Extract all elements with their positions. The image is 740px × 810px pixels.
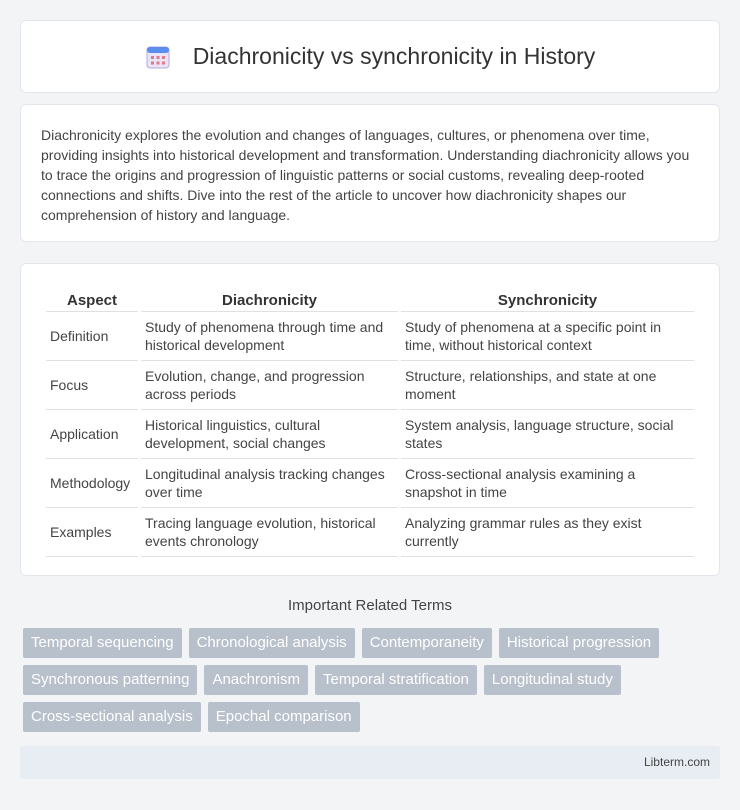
table-header-row <box>46 284 694 312</box>
table-cell: Focus <box>46 361 138 410</box>
footer <box>20 746 720 779</box>
footer-site-link[interactable]: Libterm.com <box>643 755 710 769</box>
table-cell: Historical linguistics, cultural development, social changes <box>141 410 398 459</box>
table-cell: Application <box>46 410 138 459</box>
comparison-table-card <box>20 263 720 576</box>
table-cell: Evolution, change, and progression across periods <box>141 361 398 410</box>
table-row <box>46 508 694 557</box>
table-row <box>46 361 694 410</box>
header-card <box>20 20 720 93</box>
table-cell: Analyzing grammar rules as they exist currently <box>401 508 694 557</box>
related-term-tag[interactable]: Temporal stratification <box>315 665 477 695</box>
related-term-tag[interactable]: Chronological analysis <box>189 628 355 658</box>
table-cell: Longitudinal analysis tracking changes over time <box>141 459 398 508</box>
table-cell: Cross-sectional analysis examining a snapshot in time <box>401 459 694 508</box>
comparison-table <box>43 284 697 557</box>
table-cell: Definition <box>46 312 138 361</box>
table-row <box>46 312 694 361</box>
related-term-tag[interactable]: Anachronism <box>204 665 308 695</box>
column-header: Aspect <box>46 284 138 312</box>
related-terms-title: Important Related Terms <box>288 597 452 614</box>
table-cell: Examples <box>46 508 138 557</box>
table-cell: Methodology <box>46 459 138 508</box>
table-cell: Study of phenomena at a specific point in time, without historical context <box>401 312 694 361</box>
table-cell: System analysis, language structure, social states <box>401 410 694 459</box>
column-header: Diachronicity <box>141 284 398 312</box>
related-term-tag[interactable]: Historical progression <box>499 628 659 658</box>
calendar-icon <box>145 44 171 70</box>
table-cell: Tracing language evolution, historical events chronology <box>141 508 398 557</box>
table-cell: Structure, relationships, and state at one moment <box>401 361 694 410</box>
related-term-tag[interactable]: Epochal comparison <box>208 702 360 732</box>
related-term-tag[interactable]: Synchronous patterning <box>23 665 197 695</box>
table-row <box>46 459 694 508</box>
related-terms-list <box>23 628 723 739</box>
related-term-tag[interactable]: Temporal sequencing <box>23 628 182 658</box>
table-cell: Study of phenomena through time and historical development <box>141 312 398 361</box>
intro-text: Diachronicity explores the evolution and changes of languages, cultures, or phenomena over time, providing insights into historical development and transformation. Understanding diachronicity allows you to trace the origins and progression of linguistic patterns or social customs, revealing deep-rooted connections and shifts. Dive into the rest of the article to uncover how diachronicity shapes our comprehension of history and language. <box>41 127 690 223</box>
page-title: Diachronicity vs synchronicity in History <box>192 43 596 69</box>
intro-card <box>20 104 720 242</box>
table-row <box>46 410 694 459</box>
related-term-tag[interactable]: Contemporaneity <box>362 628 492 658</box>
related-term-tag[interactable]: Longitudinal study <box>484 665 621 695</box>
related-term-tag[interactable]: Cross-sectional analysis <box>23 702 201 732</box>
column-header: Synchronicity <box>401 284 694 312</box>
